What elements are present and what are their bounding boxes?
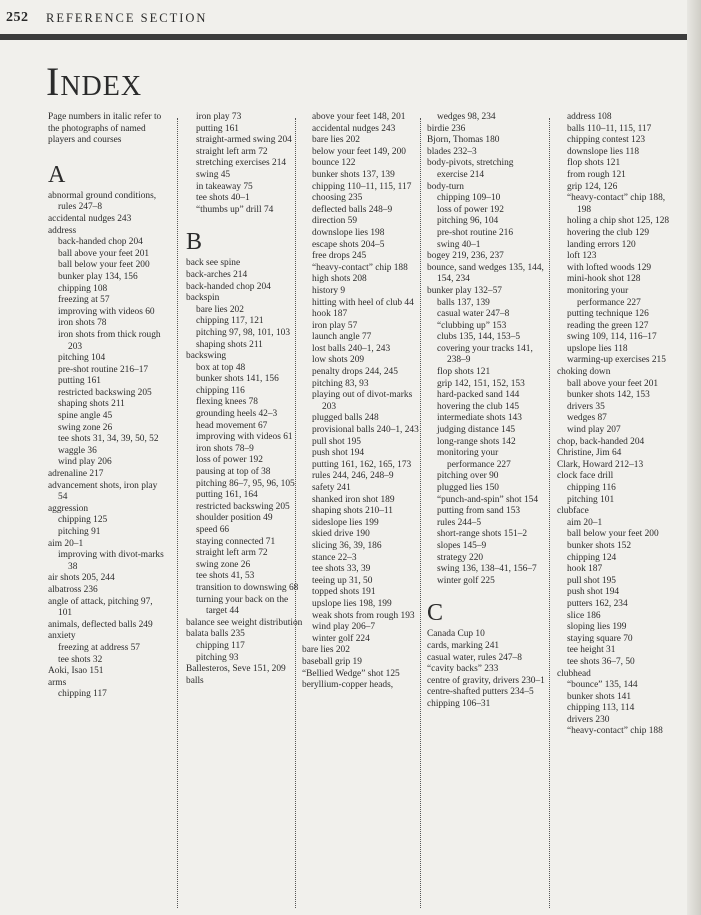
- index-subentry: chipping 117, 121: [196, 316, 264, 327]
- index-subentry: “heavy-contact” chip 188: [312, 262, 408, 273]
- page-title: Index: [46, 59, 143, 104]
- index-subentry: bunker shots 142, 153: [567, 390, 650, 401]
- index-subentry: bunker shots 141: [567, 691, 632, 702]
- index-subentry: chipping 110–11, 115, 117: [312, 181, 412, 192]
- index-subentry: accidental nudges 243: [312, 123, 396, 134]
- index-subentry: winter golf 224: [312, 633, 370, 644]
- index-subentry: “punch-and-spin” shot 154: [437, 494, 539, 505]
- index-subentry: slice 186: [567, 610, 601, 621]
- index-entry: body-turn: [427, 181, 464, 192]
- index-entry: choking down: [557, 367, 611, 378]
- index-entry: balance see weight distribution: [186, 617, 303, 628]
- index-subentry: skied drive 190: [312, 529, 370, 540]
- index-subentry: pitching 93: [196, 652, 239, 663]
- index-subentry: iron play 73: [196, 112, 242, 122]
- index-entry: albatross 236: [48, 584, 98, 595]
- index-subentry: pitching 86–7, 95, 96, 105: [196, 478, 295, 489]
- index-subentry: balls 137, 139: [437, 297, 490, 308]
- index-entry: chop, back-handed 204: [557, 436, 645, 447]
- index-column-4: [427, 112, 545, 711]
- column-divider: [549, 118, 550, 908]
- index-subentry: plugged lies 150: [437, 483, 499, 493]
- index-entry: clubface: [557, 506, 589, 517]
- index-subentry: monitoring your performance 227: [437, 448, 511, 470]
- index-subentry: intermediate shots 143: [437, 413, 522, 424]
- index-column-1: [48, 112, 166, 701]
- index-subentry: putting 161, 164: [196, 490, 258, 501]
- index-subentry: below your feet 149, 200: [312, 146, 406, 157]
- index-subentry: tee shots 36–7, 50: [567, 656, 635, 667]
- index-entry: address: [48, 225, 77, 236]
- index-subentry: bare lies 202: [196, 304, 244, 315]
- index-entry: Aoki, Isao 151: [48, 666, 104, 677]
- index-subentry: winter golf 225: [437, 575, 495, 586]
- index-subentry: bare lies 202: [312, 135, 360, 146]
- index-subentry: pitching 83, 93: [312, 378, 369, 389]
- index-subentry: box at top 48: [196, 362, 246, 373]
- index-subentry: ball below your feet 200: [567, 529, 659, 540]
- index-entry: angle of attack, pitching 97, 101: [48, 596, 153, 619]
- index-subentry: pre-shot routine 216–17: [58, 364, 149, 375]
- index-entry: advancement shots, iron play 54: [48, 480, 158, 503]
- index-subentry: “heavy-contact” chip 188, 198: [567, 193, 666, 215]
- index-subentry: spine angle 45: [58, 411, 113, 422]
- index-entry: clubhead: [557, 668, 591, 679]
- index-subentry: lost balls 240–1, 243: [312, 343, 391, 354]
- index-column-3: [302, 112, 420, 692]
- index-subentry: waggle 36: [58, 445, 97, 456]
- index-columns: [44, 112, 694, 912]
- index-subentry: improving with videos 60: [58, 306, 155, 317]
- index-subentry: loss of power 192: [196, 455, 263, 466]
- index-entry: “cavity backs” 233: [427, 664, 499, 675]
- section-letter: A: [48, 161, 66, 188]
- index-subentry: pre-shot routine 216: [437, 227, 514, 238]
- index-subentry: chipping 113, 114: [567, 703, 635, 714]
- index-entry: casual water, rules 247–8: [427, 652, 522, 663]
- index-subentry: pitching 96, 104: [437, 216, 499, 227]
- index-subentry: drivers 35: [567, 401, 605, 412]
- index-subentry: with lofted woods 129: [567, 262, 652, 273]
- index-subentry: pitching 104: [58, 353, 106, 364]
- index-intro-note: Page numbers in italic refer to the photographs of named players and courses: [48, 112, 162, 146]
- index-subentry: balls 110–11, 115, 117: [567, 123, 652, 134]
- index-subentry: iron shots 78–9: [196, 443, 254, 454]
- index-subentry: free drops 245: [312, 251, 367, 262]
- index-subentry: long-range shots 142: [437, 436, 516, 447]
- page-number: 252: [6, 10, 29, 25]
- index-subentry: shaping shots 211: [196, 339, 263, 350]
- index-entry: bunker play 132–57: [427, 285, 502, 296]
- index-subentry: straight left arm 72: [196, 548, 268, 559]
- index-subentry: clubs 135, 144, 153–5: [437, 332, 521, 343]
- index-subentry: pitching over 90: [437, 471, 499, 482]
- index-subentry: loft 123: [567, 251, 597, 262]
- index-subentry: rules 244–5: [437, 517, 482, 528]
- index-subentry: freezing at address 57: [58, 642, 140, 653]
- index-entry: adrenaline 217: [48, 469, 104, 480]
- index-subentry: straight left arm 72: [196, 146, 268, 157]
- index-subentry: safety 241: [312, 483, 351, 493]
- index-subentry: ball above your feet 201: [58, 248, 150, 259]
- index-subentry: deflected balls 248–9: [312, 204, 393, 215]
- index-subentry: iron shots from thick rough 203: [58, 329, 161, 352]
- index-entry: body-pivots, stretching exercise 214: [427, 158, 514, 180]
- index-subentry: hard-packed sand 144: [437, 390, 520, 401]
- index-subentry: back-handed chop 204: [58, 237, 143, 248]
- index-subentry: staying square 70: [567, 633, 633, 644]
- index-entry: backswing: [186, 351, 227, 362]
- index-subentry: rules 244, 246, 248–9: [312, 471, 394, 482]
- index-entry: “Bellied Wedge” shot 125: [302, 668, 400, 679]
- index-subentry: tee height 31: [567, 645, 616, 656]
- index-subentry: above your feet 148, 201: [312, 112, 406, 122]
- index-subentry: staying connected 71: [196, 536, 276, 547]
- index-entry: bare lies 202: [302, 645, 350, 656]
- index-subentry: improving with videos 61: [196, 432, 293, 443]
- index-subentry: freezing at 57: [58, 295, 110, 306]
- index-subentry: escape shots 204–5: [312, 239, 385, 250]
- index-subentry: pitching 91: [58, 527, 101, 537]
- index-subentry: wedges 98, 234: [437, 112, 496, 122]
- index-subentry: swing zone 26: [58, 422, 113, 433]
- index-subentry: holing a chip shot 125, 128: [567, 216, 670, 227]
- index-subentry: strategy 220: [437, 552, 484, 563]
- index-subentry: swing 136, 138–41, 156–7: [437, 564, 537, 575]
- index-subentry: address 108: [567, 112, 612, 122]
- index-subentry: chipping 116: [567, 483, 616, 493]
- section-letter: B: [186, 229, 203, 256]
- index-subentry: “heavy-contact” chip 188: [567, 726, 663, 737]
- index-entry: bogey 219, 236, 237: [427, 251, 504, 262]
- index-entry: baseball grip 19: [302, 656, 362, 667]
- index-subentry: monitoring your performance 227: [567, 285, 641, 308]
- index-subentry: loss of power 192: [437, 204, 504, 215]
- header-rule: [0, 34, 701, 40]
- index-entry: balata balls 235: [186, 629, 245, 640]
- index-subentry: “bounce” 135, 144: [567, 680, 638, 691]
- index-subentry: wind play 206: [58, 457, 112, 468]
- index-subentry: bunker shots 152: [567, 540, 632, 551]
- index-subentry: tee shots 40–1: [196, 193, 250, 204]
- index-subentry: swing 40–1: [437, 239, 481, 250]
- index-subentry: downslope lies 118: [567, 146, 640, 157]
- index-subentry: in takeaway 75: [196, 181, 253, 192]
- index-subentry: judging distance 145: [437, 425, 516, 436]
- index-entry: aggression: [48, 503, 89, 514]
- index-entry: animals, deflected balls 249: [48, 619, 153, 630]
- index-subentry: pitching 97, 98, 101, 103: [196, 327, 291, 338]
- index-subentry: pitching 101: [567, 494, 615, 505]
- index-subentry: straight-armed swing 204: [196, 135, 292, 146]
- index-subentry: head movement 67: [196, 420, 268, 431]
- index-subentry: bunker shots 141, 156: [196, 374, 279, 385]
- index-subentry: reading the green 127: [567, 320, 649, 331]
- index-subentry: putters 162, 234: [567, 598, 628, 609]
- index-subentry: pausing at top of 38: [196, 467, 271, 478]
- index-entry: abnormal ground conditions, rules 247–8: [48, 190, 157, 213]
- index-subentry: tee shots 32: [58, 654, 103, 665]
- index-subentry: bunker play 134, 156: [58, 271, 138, 282]
- index-subentry: stretching exercises 214: [196, 158, 287, 169]
- index-subentry: shanked iron shot 189: [312, 494, 395, 505]
- index-entry: cards, marking 241: [427, 640, 500, 651]
- index-subentry: swing 109, 114, 116–17: [567, 332, 657, 343]
- index-subentry: ball above your feet 201: [567, 378, 659, 389]
- index-subentry: bounce 122: [312, 158, 356, 169]
- index-subentry: push shot 194: [567, 587, 620, 598]
- index-entry: blades 232–3: [427, 146, 477, 157]
- index-entry: back-handed chop 204: [186, 281, 271, 292]
- index-subentry: swing 45: [196, 169, 231, 180]
- index-subentry: drivers 230: [567, 714, 610, 725]
- index-subentry: iron shots 78: [58, 318, 107, 329]
- index-subentry: flop shots 121: [567, 158, 621, 169]
- index-subentry: tee shots 33, 39: [312, 564, 371, 575]
- index-subentry: high shots 208: [312, 274, 367, 285]
- index-subentry: restricted backswing 205: [58, 387, 152, 398]
- index-column-2: [186, 112, 304, 687]
- index-subentry: direction 59: [312, 216, 358, 227]
- index-entry: Clark, Howard 212–13: [557, 459, 644, 470]
- page-header: [0, 0, 701, 40]
- index-subentry: transition to downswing 68: [196, 582, 299, 593]
- index-subentry: choosing 235: [312, 193, 363, 204]
- index-entry: air shots 205, 244: [48, 573, 115, 584]
- index-subentry: tee shots 31, 34, 39, 50, 52: [58, 434, 159, 445]
- index-entry: bounce, sand wedges 135, 144, 154, 234: [427, 262, 544, 285]
- index-column-5: [557, 112, 675, 738]
- section-title: REFERENCE SECTION: [46, 11, 208, 25]
- index-subentry: casual water 247–8: [437, 309, 510, 320]
- index-subentry: wedges 87: [567, 413, 607, 424]
- index-subentry: turning your back on the target 44: [196, 594, 289, 617]
- index-subentry: slicing 36, 39, 186: [312, 540, 382, 551]
- index-subentry: warming-up exercises 215: [567, 355, 666, 366]
- index-entry: balls: [186, 675, 204, 686]
- index-subentry: upslope lies 118: [567, 343, 628, 354]
- index-subentry: “thumbs up” drill 74: [196, 204, 274, 215]
- index-subentry: wind play 206–7: [312, 622, 376, 633]
- index-subentry: hook 187: [567, 564, 603, 575]
- index-subentry: history 9: [312, 285, 346, 296]
- index-subentry: tee shots 41, 53: [196, 571, 255, 582]
- index-subentry: chipping 117: [58, 689, 107, 700]
- index-subentry: swing zone 26: [196, 559, 251, 570]
- index-subentry: provisional balls 240–1, 243: [312, 425, 419, 436]
- index-entry: backspin: [186, 293, 220, 304]
- index-subentry: chipping 124: [567, 552, 617, 563]
- index-subentry: covering your tracks 141, 238–9: [437, 343, 533, 366]
- index-entry: back see spine: [186, 258, 241, 269]
- index-subentry: topped shots 191: [312, 587, 376, 598]
- index-subentry: teeing up 31, 50: [312, 575, 373, 586]
- index-entry: anxiety: [48, 631, 76, 642]
- index-subentry: ball below your feet 200: [58, 260, 150, 271]
- column-divider: [177, 118, 178, 908]
- index-subentry: plugged balls 248: [312, 413, 379, 424]
- index-subentry: pull shot 195: [567, 575, 616, 586]
- index-entry: centre of gravity, drivers 230–1: [427, 675, 545, 686]
- index-subentry: short-range shots 151–2: [437, 529, 528, 540]
- index-subentry: grip 142, 151, 152, 153: [437, 378, 525, 389]
- index-entry: chipping 106–31: [427, 698, 491, 709]
- index-subentry: playing out of divot-marks 203: [312, 390, 413, 412]
- index-subentry: sideslope lies 199: [312, 517, 379, 528]
- index-entry: accidental nudges 243: [48, 213, 132, 224]
- index-subentry: flexing knees 78: [196, 397, 258, 408]
- index-subentry: iron play 57: [312, 320, 358, 331]
- index-subentry: hovering the club 145: [437, 401, 520, 412]
- index-entry: Canada Cup 10: [427, 629, 485, 640]
- index-subentry: putting 161, 162, 165, 173: [312, 459, 412, 470]
- index-entry: aim 20–1: [48, 538, 84, 549]
- index-subentry: mini-hook shot 128: [567, 274, 641, 285]
- index-subentry: shoulder position 49: [196, 513, 273, 524]
- index-subentry: shaping shots 211: [58, 399, 125, 410]
- index-subentry: restricted backswing 205: [196, 501, 290, 512]
- index-subentry: upslope lies 198, 199: [312, 598, 392, 609]
- index-subentry: shaping shots 210–11: [312, 506, 393, 517]
- index-entry: birdie 236: [427, 123, 466, 134]
- index-subentry: chipping 108: [58, 283, 108, 294]
- page-edge-shadow: [687, 0, 701, 915]
- index-subentry: “clubbing up” 153: [437, 320, 507, 331]
- index-subentry: sloping lies 199: [567, 622, 627, 633]
- index-subentry: landing errors 120: [567, 239, 636, 250]
- index-subentry: putting from sand 153: [437, 506, 521, 517]
- index-subentry: hitting with heel of club 44: [312, 297, 414, 308]
- index-subentry: downslope lies 198: [312, 227, 385, 238]
- index-subentry: flop shots 121: [437, 367, 491, 378]
- index-entry: centre-shafted putters 234–5: [427, 687, 534, 698]
- index-subentry: improving with divot-marks 38: [58, 550, 164, 572]
- index-subentry: low shots 209: [312, 355, 365, 366]
- column-divider: [420, 118, 421, 908]
- index-subentry: bunker shots 137, 139: [312, 169, 395, 180]
- index-subentry: aim 20–1: [567, 517, 603, 528]
- index-entry: beryllium-copper heads,: [302, 680, 394, 691]
- index-subentry: push shot 194: [312, 448, 365, 459]
- index-subentry: hovering the club 129: [567, 227, 650, 238]
- index-subentry: grounding heels 42–3: [196, 409, 278, 420]
- index-subentry: stance 22–3: [312, 552, 357, 563]
- index-subentry: pull shot 195: [312, 436, 361, 447]
- index-subentry: penalty drops 244, 245: [312, 367, 398, 378]
- index-subentry: from rough 121: [567, 169, 626, 180]
- index-subentry: putting technique 126: [567, 309, 649, 320]
- index-subentry: putting 161: [58, 376, 101, 387]
- index-entry: arms: [48, 677, 67, 688]
- index-subentry: chipping 117: [196, 640, 245, 651]
- index-subentry: putting 161: [196, 123, 239, 134]
- index-entry: Ballesteros, Seve 151, 209: [186, 664, 286, 675]
- index-entry: Christine, Jim 64: [557, 448, 622, 459]
- index-entry: clock face drill: [557, 471, 614, 482]
- index-subentry: chipping 125: [58, 515, 108, 526]
- section-letter: C: [427, 600, 444, 627]
- index-subentry: launch angle 77: [312, 332, 372, 343]
- index-entry: Bjorn, Thomas 180: [427, 135, 500, 146]
- index-subentry: chipping 109–10: [437, 193, 501, 204]
- index-subentry: grip 124, 126: [567, 181, 618, 192]
- index-entry: back-arches 214: [186, 269, 248, 280]
- index-subentry: weak shots from rough 193: [312, 610, 415, 621]
- index-subentry: chipping 116: [196, 385, 245, 396]
- index-subentry: speed 66: [196, 525, 230, 535]
- index-subentry: hook 187: [312, 309, 348, 320]
- index-subentry: slopes 145–9: [437, 540, 487, 551]
- index-subentry: wind play 207: [567, 425, 621, 436]
- index-subentry: chipping contest 123: [567, 135, 646, 146]
